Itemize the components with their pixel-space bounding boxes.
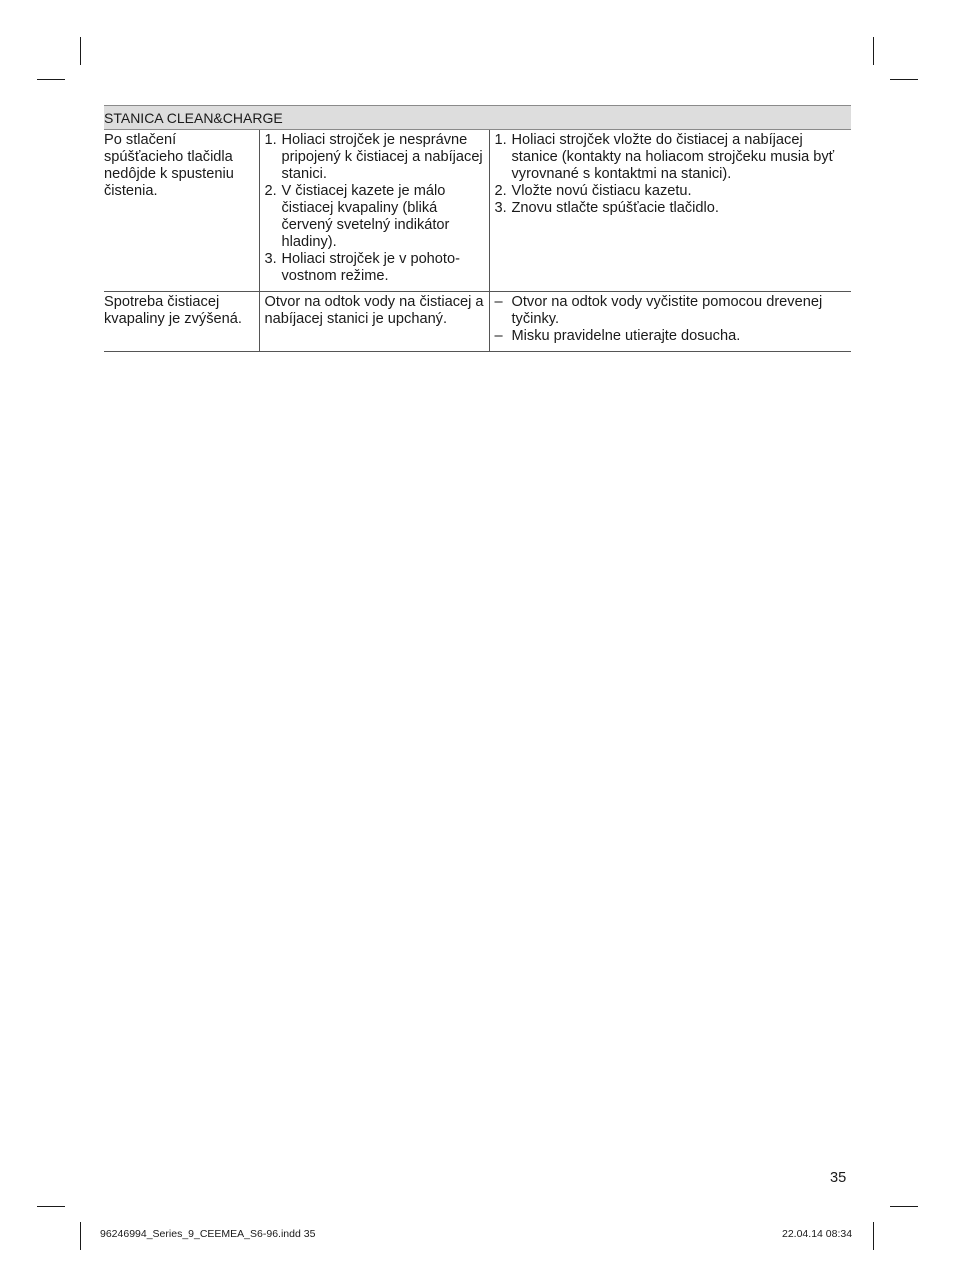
list-item (495, 328, 848, 345)
list-item-text: Holiaci strojček je nesprávne pripojený k čistiacej a nabíjacej stanici. (281, 132, 483, 182)
list-marker: 2. (494, 183, 507, 199)
footer-date: 22.04.14 08:34 (782, 1228, 853, 1240)
section-title: STANICA CLEAN&CHARGE (104, 106, 851, 130)
list-marker: 1. (494, 132, 507, 148)
list-item (495, 294, 848, 328)
crop-mark (37, 79, 65, 80)
remedy-list (495, 294, 848, 345)
list-item-text: V čistiacej kazete je málo čistiacej kvapaliny (bliká červený svetelný indikátor hladiny). (281, 183, 450, 250)
list-item (265, 183, 485, 251)
list-item-text: Holiaci strojček je v pohotovostnom režime. (281, 251, 460, 284)
crop-mark (80, 37, 81, 65)
problem-cell: Po stlačení spúšťacieho tlačidla nedôjde k spusteniu čistenia. (104, 130, 259, 292)
troubleshooting-table (104, 105, 851, 352)
footer-file-info: 96246994_Series_9_CEEMEA_S6-96.indd 35 (100, 1228, 316, 1240)
list-item-text: Znovu stlačte spúšťacie tlačidlo. (511, 200, 719, 216)
table-row (104, 130, 851, 292)
list-item-text: Holiaci strojček vložte do čistiacej a nabíjacej stanice (kontakty na holiacom strojčeku musia byť vyrovnané s kontaktmi na stanici). (511, 132, 835, 182)
remedy-list (495, 132, 848, 217)
list-marker: – (494, 328, 503, 344)
table-row (104, 292, 851, 352)
list-item-text: Vložte novú čistiacu kazetu. (511, 183, 692, 199)
table-header-row (104, 106, 851, 130)
list-item (495, 183, 848, 200)
list-marker: 3. (264, 251, 277, 267)
remedy-cell (489, 292, 851, 352)
list-marker: 2. (264, 183, 277, 199)
page-number: 35 (830, 1170, 847, 1186)
crop-mark (873, 37, 874, 65)
list-item (495, 200, 848, 217)
crop-mark (37, 1206, 65, 1207)
crop-mark (890, 79, 918, 80)
list-item (265, 132, 485, 183)
crop-mark (873, 1222, 874, 1250)
problem-cell: Spotreba čistiacej kvapaliny je zvýšená. (104, 292, 259, 352)
list-marker: 3. (494, 200, 507, 216)
cause-cell: Otvor na odtok vody na čistiacej a nabíjacej stanici je upchaný. (259, 292, 489, 352)
list-item-text: Otvor na odtok vody vyčistite pomocou drevenej tyčinky. (511, 294, 823, 327)
list-item (265, 251, 485, 285)
list-marker: – (494, 294, 503, 310)
remedy-cell (489, 130, 851, 292)
list-marker: 1. (264, 132, 277, 148)
cause-list (265, 132, 485, 285)
troubleshooting-table-container (104, 105, 851, 352)
crop-mark (890, 1206, 918, 1207)
cause-cell (259, 130, 489, 292)
list-item-text: Misku pravidelne utierajte dosucha. (511, 328, 741, 344)
list-item (495, 132, 848, 183)
crop-mark (80, 1222, 81, 1250)
